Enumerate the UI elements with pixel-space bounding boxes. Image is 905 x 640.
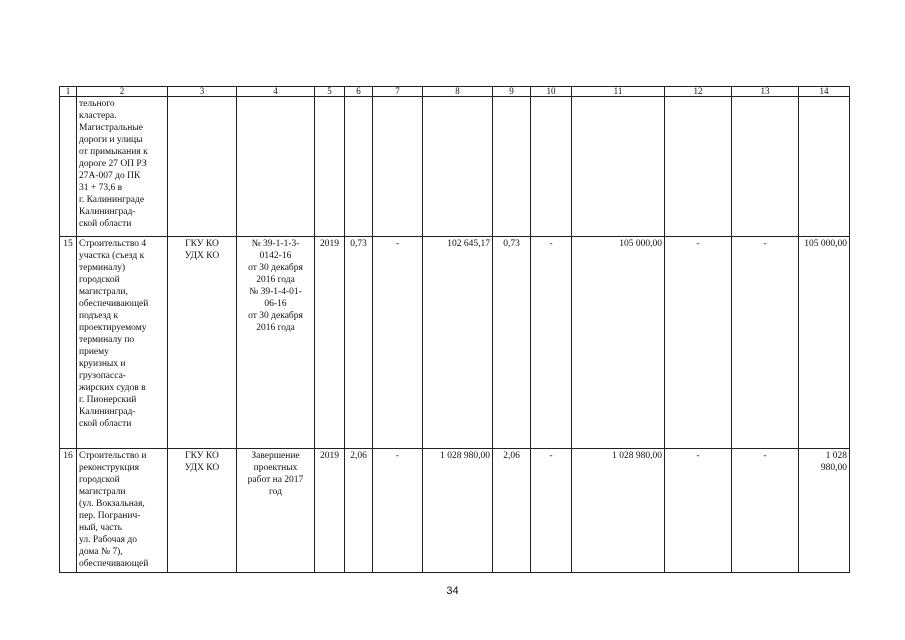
column-number: 11 bbox=[572, 87, 665, 97]
project-description: Строительство 4 участка (съезд к терминалу) городской магистрали, обеспечивающей подъезд к проектируемому терминалу по приему круизных и грузопасса- жирских судов в г. Пионерский Калининград- ской области bbox=[77, 237, 168, 449]
value-col14: 105 000,00 bbox=[799, 237, 850, 449]
column-number: 8 bbox=[423, 87, 493, 97]
project-description: Строительство и реконструкция городской магистрали (ул. Вокзальная, пер. Погранич- ный, часть ул. Рабочая до дома № 7), обеспечивающей bbox=[77, 449, 168, 573]
column-number: 10 bbox=[531, 87, 572, 97]
data-table bbox=[59, 86, 850, 573]
value-col14: 1 028 980,00 bbox=[799, 449, 850, 573]
value-col9: 2,06 bbox=[493, 449, 531, 573]
value-col8: 1 028 980,00 bbox=[423, 449, 493, 573]
column-number: 7 bbox=[373, 87, 423, 97]
value-col10: - bbox=[531, 449, 572, 573]
column-number: 1 bbox=[60, 87, 77, 97]
value-col7: - bbox=[373, 449, 423, 573]
column-number: 9 bbox=[493, 87, 531, 97]
column-number: 4 bbox=[237, 87, 315, 97]
column-number: 14 bbox=[799, 87, 850, 97]
row-number: 16 bbox=[60, 449, 77, 573]
value-col13: - bbox=[732, 237, 799, 449]
value-col11: 105 000,00 bbox=[572, 237, 665, 449]
organization: ГКУ КО УДХ КО bbox=[168, 237, 237, 449]
column-number: 6 bbox=[345, 87, 373, 97]
value-col11: 1 028 980,00 bbox=[572, 449, 665, 573]
page-number: 34 bbox=[446, 585, 459, 597]
value-col7: - bbox=[373, 237, 423, 449]
column-number-row bbox=[60, 87, 850, 97]
value-col12: - bbox=[665, 237, 732, 449]
table-row bbox=[60, 237, 850, 449]
row-number: 15 bbox=[60, 237, 77, 449]
column-number: 13 bbox=[732, 87, 799, 97]
value-col13: - bbox=[732, 449, 799, 573]
value-col12: - bbox=[665, 449, 732, 573]
column-number: 2 bbox=[77, 87, 168, 97]
table-row bbox=[60, 97, 850, 237]
value-col6: 2,06 bbox=[345, 449, 373, 573]
column-number: 3 bbox=[168, 87, 237, 97]
value-col9: 0,73 bbox=[493, 237, 531, 449]
value-col10: - bbox=[531, 237, 572, 449]
year: 2019 bbox=[315, 449, 345, 573]
project-description: тельного кластера. Магистральные дороги и улицы от примыкания к дороге 27 ОП РЗ 27А-007 до ПК 31 + 73,6 в г. Калининграде Калининград- ской области bbox=[77, 97, 168, 237]
value-col8: 102 645,17 bbox=[423, 237, 493, 449]
value-col6: 0,73 bbox=[345, 237, 373, 449]
column-number: 12 bbox=[665, 87, 732, 97]
table-row bbox=[60, 449, 850, 573]
column-number: 5 bbox=[315, 87, 345, 97]
year: 2019 bbox=[315, 237, 345, 449]
organization: ГКУ КО УДХ КО bbox=[168, 449, 237, 573]
basis-document: № 39-1-1-3- 0142-16 от 30 декабря 2016 года № 39-1-4-01- 06-16 от 30 декабря 2016 года bbox=[237, 237, 315, 449]
basis-document: Завершение проектных работ на 2017 год bbox=[237, 449, 315, 573]
